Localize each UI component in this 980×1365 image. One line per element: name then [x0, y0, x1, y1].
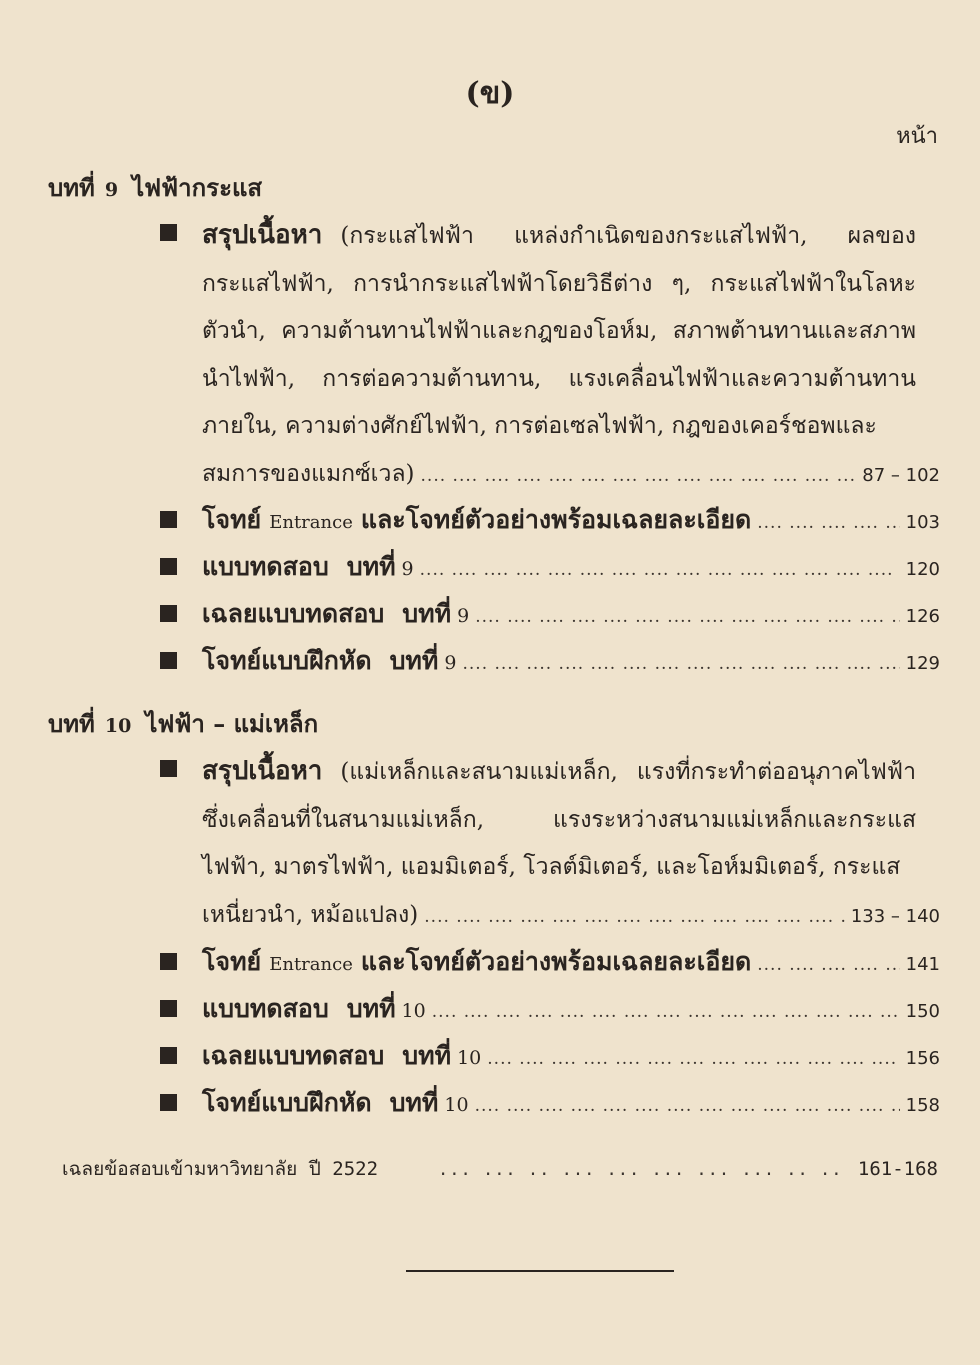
page-label: (ข) [465, 76, 515, 111]
bullet-square-icon [160, 511, 177, 528]
summary-text [202, 212, 916, 451]
dot-leader [421, 453, 857, 500]
bullet-square-icon [160, 558, 177, 575]
entry-chapter-number: 9 [457, 605, 470, 627]
entry-chapter-number: 10 [401, 1000, 426, 1022]
entry-chapter: บทที่ [389, 646, 439, 675]
toc-entry [160, 496, 940, 543]
bullet-square-icon [160, 224, 177, 241]
page-number: 141 [905, 954, 940, 975]
toc-entry [160, 1079, 940, 1126]
chapter-prefix: บทที่ [48, 173, 95, 202]
dot-leader [757, 500, 899, 547]
dot-leader [462, 641, 899, 688]
entry-title: โจทย์แบบฝึกหัด [202, 646, 372, 675]
page-number: 103 [905, 512, 940, 533]
chapter-heading-9 [48, 168, 262, 207]
bullet-square-icon [160, 605, 177, 622]
summary-entry-10 [160, 748, 940, 939]
chapter-heading-10 [48, 704, 318, 743]
summary-body: (แม่เหล็กและสนามแม่เหล็ก, แรงที่กระทำต่ออนุภาคไฟฟ้าซึ่งเคลื่อนที่ในสนามแม่เหล็ก, แรงระหว่างสนามแม่เหล็กและกระแสไฟฟ้า, มาตรไฟฟ้า, แอมมิเตอร์, โวลต์มิเตอร์, และโอห์มมิเตอร์, กระแส [202, 759, 916, 880]
bullet-square-icon [160, 953, 177, 970]
page-number: 129 [905, 653, 940, 674]
chapter-prefix: บทที่ [48, 709, 95, 738]
dot-leader [438, 1160, 848, 1180]
entry-title-rest: และโจทย์ตัวอย่างพร้อมเฉลยละเอียด [360, 505, 752, 534]
dot-leader [432, 989, 900, 1036]
page-number: 126 [905, 606, 940, 627]
entry-chapter: บทที่ [402, 1041, 452, 1070]
bullet-square-icon [160, 1094, 177, 1111]
final-entry-title: เฉลยข้อสอบเข้ามหาวิทยาลัย ปี 2522 [62, 1158, 379, 1180]
dot-leader [757, 942, 899, 989]
page-number: 158 [905, 1095, 940, 1116]
summary-last-text: เหนี่ยวนำ, หม้อแปลง) [202, 901, 419, 928]
entry-title: โจทย์ [202, 505, 262, 534]
entry-chapter-number: 10 [457, 1047, 482, 1069]
entry-chapter: บทที่ [402, 599, 452, 628]
toc-entry [160, 637, 940, 684]
bullet-square-icon [160, 1047, 177, 1064]
summary-last-line [202, 892, 940, 939]
bullet-square-icon [160, 1000, 177, 1017]
toc-entry [160, 985, 940, 1032]
chapter-number: 10 [104, 715, 132, 737]
summary-last-text: สมการของแมกซ์เวล) [202, 460, 415, 487]
closing-rule [406, 1270, 674, 1272]
entry-title: แบบทดสอบ [202, 552, 329, 581]
dot-leader [487, 1036, 899, 1083]
entry-chapter: บทที่ [346, 552, 396, 581]
toc-entry [160, 938, 940, 985]
entry-title-rest: และโจทย์ตัวอย่างพร้อมเฉลยละเอียด [360, 947, 752, 976]
summary-entry-9 [160, 212, 940, 498]
summary-lead: สรุปเนื้อหา [202, 756, 323, 786]
entry-title: เฉลยแบบทดสอบ [202, 1041, 385, 1070]
entry-chapter: บทที่ [346, 994, 396, 1023]
entry-title: เฉลยแบบทดสอบ [202, 599, 385, 628]
entry-title: แบบทดสอบ [202, 994, 329, 1023]
final-entry [62, 1154, 938, 1184]
dot-leader [424, 894, 845, 941]
page-number: 133 – 140 [850, 905, 940, 927]
entry-title: โจทย์แบบฝึกหัด [202, 1088, 372, 1117]
entry-chapter-number: 9 [401, 558, 414, 580]
summary-body: (กระแสไฟฟ้า แหล่งกำเนิดของกระแสไฟฟ้า, ผลของกระแสไฟฟ้า, การนำกระแสไฟฟ้าโดยวิธีต่าง ๆ, กระแสไฟฟ้าในโลหะตัวนำ, ความต้านทานไฟฟ้าและกฎของโอห์ม, สภาพต้านทานและสภาพนำไฟฟ้า, การต่อความต้านทาน, แรงเคลื่อนไฟฟ้าและความต้านทานภายใน, ความต่างศักย์ไฟฟ้า, การต่อเซลไฟฟ้า, กฎของเคอร์ชอพและ [202, 223, 916, 439]
entry-latin: Entrance [269, 512, 353, 533]
bullet-square-icon [160, 652, 177, 669]
page-number: 161-168 [857, 1158, 938, 1180]
toc-entry [160, 590, 940, 637]
toc-entry [160, 1032, 940, 1079]
entry-chapter-number: 10 [444, 1094, 469, 1116]
page-number: 120 [905, 559, 940, 580]
bullet-square-icon [160, 760, 177, 777]
page-column-header: หน้า [896, 124, 938, 149]
page-number: 150 [905, 1001, 940, 1022]
dot-leader [420, 547, 900, 594]
summary-lead: สรุปเนื้อหา [202, 220, 323, 250]
chapter-title: ไฟฟ้า – แม่เหล็ก [145, 709, 319, 738]
dot-leader [475, 1083, 900, 1130]
dot-leader [475, 594, 899, 641]
entry-title: โจทย์ [202, 947, 262, 976]
entry-chapter-number: 9 [444, 652, 457, 674]
summary-last-line [202, 451, 940, 498]
entry-chapter: บทที่ [389, 1088, 439, 1117]
entry-latin: Entrance [269, 954, 353, 975]
toc-entry [160, 543, 940, 590]
chapter-number: 9 [104, 179, 119, 201]
page-number: 156 [905, 1048, 940, 1069]
summary-text [202, 748, 916, 892]
page-number: 87 – 102 [862, 464, 940, 486]
chapter-title: ไฟฟ้ากระแส [132, 173, 263, 202]
